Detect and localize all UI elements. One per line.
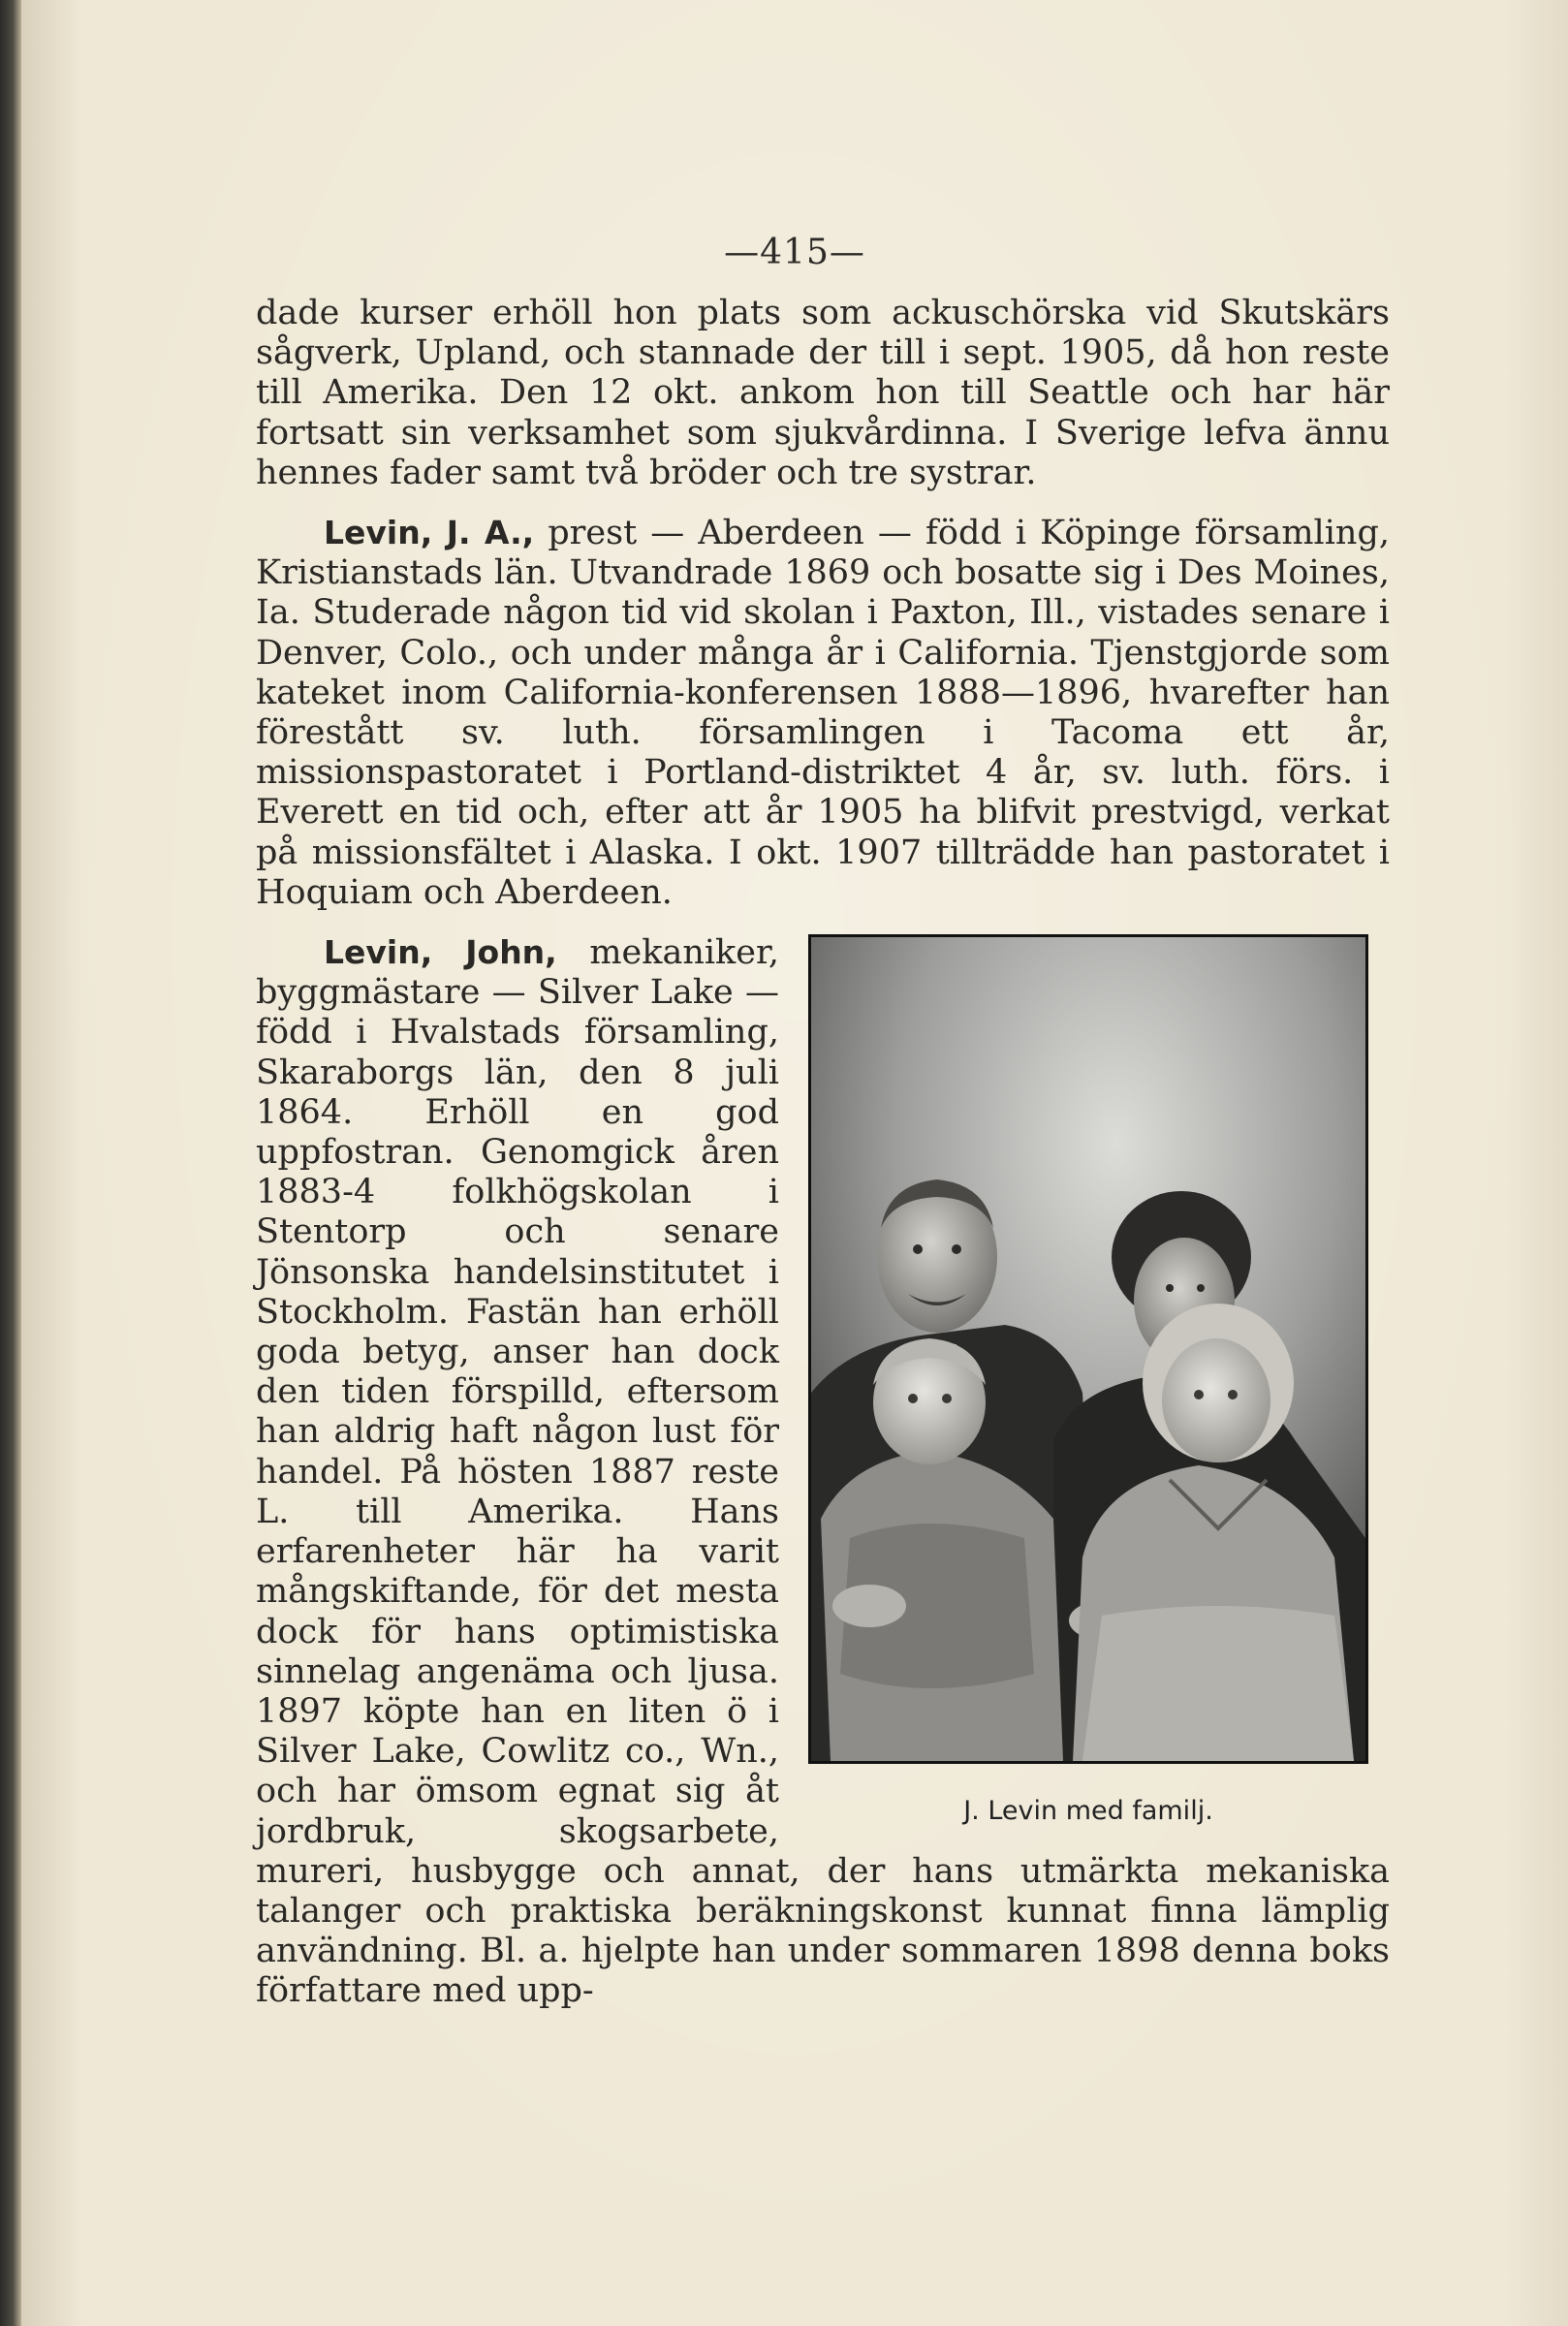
photo-figure (808, 934, 1390, 1831)
paragraph-continuation: dade kurser erhöll hon plats som ackuschörska vid Skutskärs sågverk, Upland, och stannade der till i sept. 1905, då hon reste till Amerika. Den 12 okt. ankom hon till Seattle och har här fortsatt sin verksamhet som sjukvårdinna. I Sverige lefva ännu hennes fader samt två bröder och tre systrar. (256, 294, 1390, 492)
book-spine-edge (0, 0, 21, 2326)
page-number: —415— (724, 233, 865, 272)
book-page (21, 0, 1568, 2326)
paragraph-entry-levin-ja (256, 513, 1390, 913)
entry-name-levin-john: Levin, John, (324, 933, 557, 972)
entry-name-levin-ja: Levin, J. A., (324, 514, 535, 552)
body-text (256, 294, 1390, 2012)
family-photo-illustration (811, 937, 1365, 1761)
entry-text-levin-john: mekaniker, byggmästare — Silver Lake — född i Hvalstads församling, Skaraborgs län, den 8 juli 1864. Erhöll en god uppfostran. Genomgick åren 1883-4 folkhögskolan i Stentorp och senare Jönsonska handelsinstitutet i Stockholm. Fastän han erhöll goda betyg, anser han dock den tiden förspilld, eftersom han aldrig haft någon lust för handel. På hösten 1887 reste L. till Amerika. Hans erfarenheter här ha varit mångskiftande, för det mesta dock för hans optimistiska sinnelag angenäma och ljusa. 1897 köpte han en liten ö i Silver Lake, Cowlitz co., Wn., och har ömsom egnat sig åt jordbruk, skogsarbete, mureri, husbygge och annat, der hans utmärkta mekaniska talanger och praktiska beräkningskonst kunnat finna lämplig användning. Bl. a. hjelpte han under sommaren 1898 denna boks författare med upp- (256, 933, 1390, 2011)
photo-caption: J. Levin med familj. (963, 1796, 1213, 1827)
family-photo (808, 934, 1368, 1764)
entry-text-levin-ja: prest — Aberdeen — född i Köpinge församling, Kristianstads län. Utvandrade 1869 och bosatte sig i Des Moines, Ia. Studerade någon tid vid skolan i Paxton, Ill., vistades senare i Denver, Colo., och under många år i California. Tjenstgjorde som kateket inom California-konferensen 1888—1896, hvarefter han förestått sv. luth. församlingen i Tacoma ett år, missionspastoratet i Portland-distriktet 4 år, sv. luth. förs. i Everett en tid och, efter att år 1905 ha blifvit prestvigd, verkat på missionsfältet i Alaska. I okt. 1907 tillträdde han pastoratet i Hoquiam och Aberdeen. (256, 514, 1390, 912)
